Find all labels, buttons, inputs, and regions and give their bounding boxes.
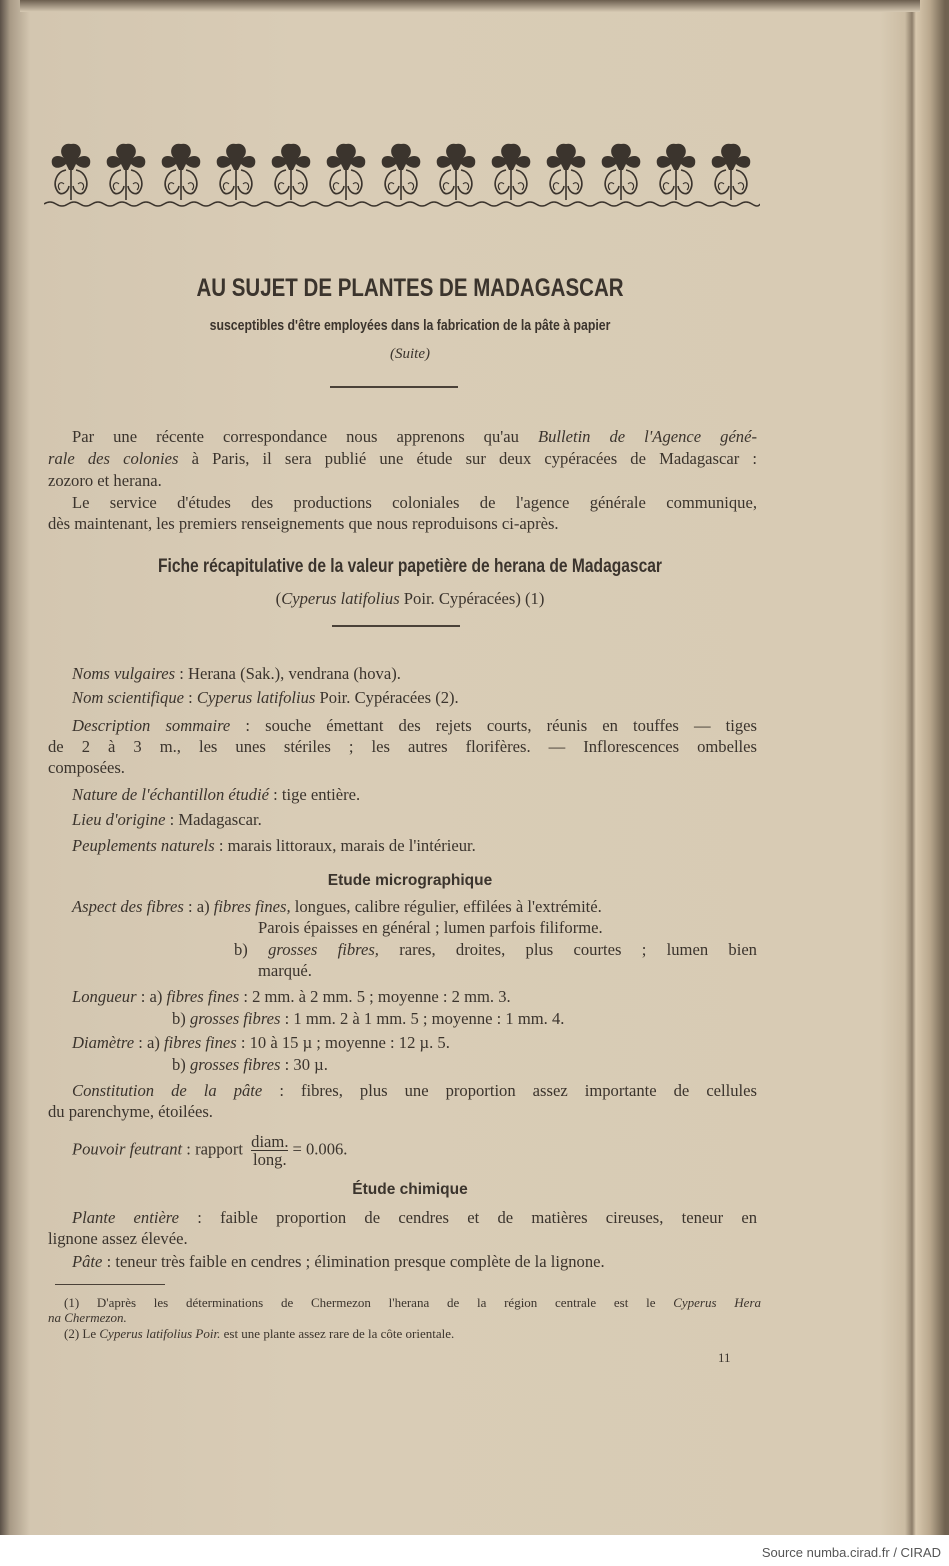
text: marqué. (258, 961, 312, 980)
field-description (48, 758, 125, 778)
text: : Herana (Sak.), vendrana (hova). (175, 664, 401, 683)
iris-icon (272, 144, 311, 200)
text: dès maintenant, les premiers renseignements que nous reproduisons ci-après. (48, 514, 559, 533)
heading-micrographique: Etude micrographique (327, 872, 493, 889)
fraction-denominator: long. (252, 1150, 287, 1169)
page-top-edge (20, 0, 920, 12)
heading-chimique: Étude chimique (352, 1181, 468, 1198)
italic-text: Cyperus latifolius Poir. (99, 1326, 221, 1341)
italic-text: Constitution de la pâte (72, 1081, 263, 1100)
iris-icon (52, 144, 91, 200)
italic-text: Aspect des fibres (72, 897, 184, 916)
text: lignone assez élevée. (48, 1229, 188, 1248)
fiche-title: Fiche récapitulative de la valeur papetière de herana de Madagascar (158, 556, 662, 577)
italic-text: Noms vulgaires (72, 664, 176, 683)
field-description (72, 716, 757, 736)
text: (1) D'après les déterminations de Chermezon l'herana de la région centrale est le (64, 1295, 674, 1310)
field-longueur (72, 987, 511, 1007)
text: b) (234, 940, 269, 959)
field-peuplements (72, 836, 476, 856)
italic-text: grosses fibres (189, 1009, 281, 1028)
footnote-2 (64, 1324, 454, 1344)
text: du parenchyme, étoilées. (48, 1102, 213, 1121)
italic-text: Plante entière (72, 1208, 180, 1227)
iris-icon (217, 144, 256, 200)
iris-ornament-border (44, 140, 760, 212)
italic-text: Description sommaire (72, 716, 231, 735)
article-subtitle: susceptibles d'être employées dans la fabrication de la pâte à papier (209, 317, 611, 334)
italic-text: fibres fines (164, 1033, 237, 1052)
intro-line (72, 493, 757, 513)
text: : Madagascar. (165, 810, 262, 829)
text: rares, droites, plus courtes ; lumen bien (378, 940, 757, 959)
italic-text: grosses fibres, (268, 940, 379, 959)
field-description (48, 737, 757, 757)
field-value: = 0.006. (292, 1139, 348, 1159)
field-pouvoir-feutrant (72, 1133, 347, 1168)
italic-text: Nature de l'échantillon étudié (72, 785, 269, 804)
field-diametre (172, 1055, 328, 1075)
field-plante-entiere (72, 1208, 757, 1228)
text: : 1 mm. 2 à 1 mm. 5 ; moyenne : 1 mm. 4. (280, 1009, 565, 1028)
italic-text: grosses fibres (189, 1055, 281, 1074)
field-text: : rapport (182, 1139, 248, 1159)
field-aspect (258, 918, 603, 938)
intro-line (48, 449, 757, 469)
footnote-1 (64, 1293, 761, 1313)
text: Le service d'études des productions coloniales de l'agence générale communique, (72, 493, 757, 512)
italic-text: Cyperus Hera (673, 1295, 762, 1310)
text: : fibres, plus une proportion assez importante de cellules (262, 1081, 757, 1100)
text: b) (172, 1009, 190, 1028)
fiche-subtitle (0, 589, 820, 609)
text: : a) (183, 897, 214, 916)
italic-text: Diamètre (72, 1033, 135, 1052)
iris-icon (547, 144, 586, 200)
field-aspect (72, 897, 757, 917)
footnote-divider (55, 1284, 165, 1285)
iris-icon (492, 144, 531, 200)
text: composées. (48, 758, 125, 777)
text: de 2 à 3 m., les unes stériles ; les autres florifères. — Inflorescences ombelles (48, 737, 757, 756)
italic-text: Cyperus latifolius (281, 589, 400, 608)
field-nom-scientifique (72, 688, 459, 708)
italic-text: Peuplements naturels (72, 836, 215, 855)
italic-text: fibres fines (166, 987, 240, 1006)
field-aspect (234, 940, 757, 960)
text: Poir. Cypéracées) (1) (399, 589, 545, 608)
italic-text: Cyperus latifolius (196, 688, 316, 707)
field-noms-vulgaires (72, 664, 401, 684)
text: : faible proportion de cendres et de matières cireuses, teneur en (179, 1208, 757, 1227)
italic-text: Bulletin de l'Agence géné- (537, 427, 757, 446)
field-constitution (48, 1102, 213, 1122)
italic-text: Nom scientifique (72, 688, 184, 707)
intro-line (72, 427, 757, 447)
iris-icon (657, 144, 696, 200)
text: Par une récente correspondance nous apprenons qu'au (72, 427, 538, 446)
text: longues, calibre régulier, effilées à l'extrémité. (290, 897, 602, 916)
text: zozoro et herana. (48, 471, 162, 490)
intro-line (48, 514, 559, 534)
iris-icon (437, 144, 476, 200)
text: : 2 mm. à 2 mm. 5 ; moyenne : 2 mm. 3. (239, 987, 511, 1006)
field-aspect (258, 961, 312, 981)
text: : 10 à 15 µ ; moyenne : 12 µ. 5. (236, 1033, 450, 1052)
fraction (251, 1133, 288, 1168)
page-number: 11 (718, 1350, 731, 1365)
iris-icon (107, 144, 146, 200)
text: : (184, 688, 197, 707)
text: b) (172, 1055, 190, 1074)
field-diametre (72, 1033, 450, 1053)
field-label: Pouvoir feutrant (72, 1139, 183, 1159)
italic-text: Pâte (72, 1252, 103, 1271)
text: est une plante assez rare de la côte orientale. (220, 1326, 455, 1341)
text: : souche émettant des rejets courts, réunis en touffes — tiges (230, 716, 757, 735)
iris-icon (382, 144, 421, 200)
field-longueur (172, 1009, 564, 1029)
italic-text: fibres fines, (213, 897, 291, 916)
italic-text: Lieu d'origine (72, 810, 166, 829)
text: (2) Le (64, 1326, 100, 1341)
italic-text: rale des colonies (48, 449, 179, 468)
divider (330, 386, 458, 388)
article-title: AU SUJET DE PLANTES DE MADAGASCAR (196, 274, 624, 302)
divider (332, 625, 460, 627)
field-constitution (72, 1081, 757, 1101)
text: : marais littoraux, marais de l'intérieur. (214, 836, 476, 855)
iris-icon (327, 144, 366, 200)
field-pate (72, 1252, 605, 1272)
iris-icon (712, 144, 751, 200)
text: Parois épaisses en général ; lumen parfois filiforme. (258, 918, 603, 937)
intro-line (48, 471, 162, 491)
italic-text: Longueur (72, 987, 137, 1006)
iris-icon (162, 144, 201, 200)
text: : a) (136, 987, 167, 1006)
fraction-numerator: diam. (251, 1132, 289, 1151)
suite-label: (Suite) (390, 346, 430, 362)
iris-icon (602, 144, 641, 200)
source-credit: Source numba.cirad.fr / CIRAD (761, 1545, 941, 1560)
text: : a) (134, 1033, 165, 1052)
text: : 30 µ. (280, 1055, 328, 1074)
field-plante-entiere (48, 1229, 188, 1249)
field-lieu (72, 810, 262, 830)
text: ( (275, 589, 282, 608)
text: : teneur très faible en cendres ; élimination presque complète de la lignone. (102, 1252, 605, 1271)
field-nature (72, 785, 360, 805)
italic-text: na Chermezon. (48, 1310, 127, 1325)
text: : tige entière. (268, 785, 361, 804)
text: à Paris, il sera publié une étude sur deux cypéracées de Madagascar : (178, 449, 757, 468)
text: Poir. Cypéracées (2). (315, 688, 459, 707)
